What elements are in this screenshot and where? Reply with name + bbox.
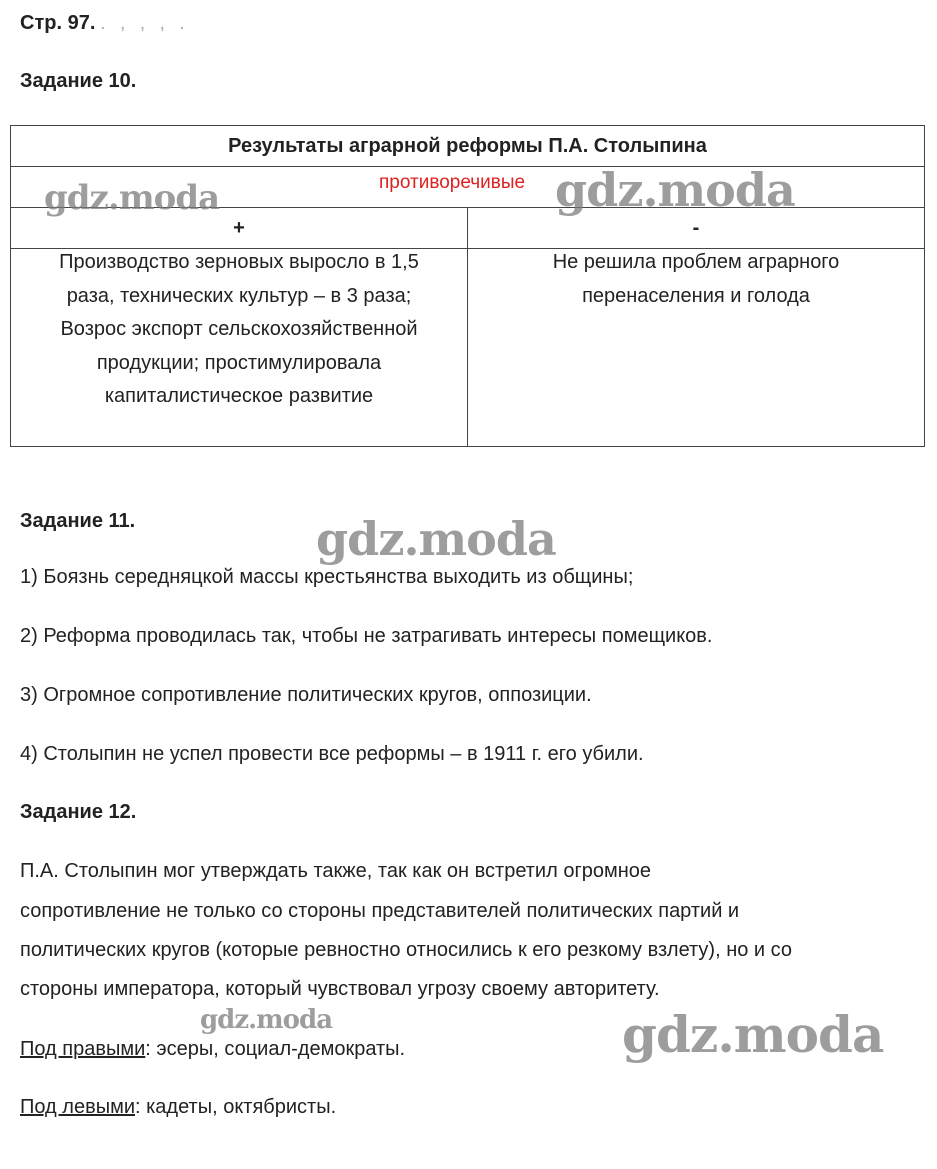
watermark-logo: gdz.moda — [555, 163, 795, 217]
right-parties-line — [20, 1038, 405, 1061]
watermark-logo: gdz.moda — [622, 1005, 884, 1064]
right-parties-label: Под правыми — [20, 1038, 146, 1060]
watermark-logo: gdz.moda — [200, 1005, 333, 1035]
plus-results — [11, 249, 468, 447]
task12-title: Задание 12. — [20, 801, 137, 823]
table-note: противоречивые — [379, 172, 526, 193]
watermark-logo: gdz.moda — [44, 178, 220, 218]
minus-line: перенаселения и голода — [582, 284, 810, 307]
task11-item: 4) Столыпин не успел провести все реформы – в 1911 г. его убили. — [20, 743, 644, 765]
task12-paragraph-line: П.А. Столыпин мог утверждать также, так как он встретил огромное — [20, 860, 652, 882]
watermark-logo: gdz.moda — [316, 512, 556, 566]
plus-header: + — [11, 208, 468, 249]
left-parties-line — [20, 1096, 336, 1119]
task12-paragraph-line: сопротивление не только со стороны представителей политических партий и — [20, 900, 740, 922]
plus-line: Производство зерновых выросло в 1,5 — [59, 251, 419, 273]
task11-title: Задание 11. — [20, 510, 136, 532]
minus-line: Не решила проблем аграрного — [552, 251, 840, 273]
plus-line: Возрос экспорт сельскохозяйственной — [60, 318, 418, 340]
page-number: Стр. 97. — [20, 12, 96, 34]
left-parties-label: Под левыми — [20, 1096, 135, 1118]
minus-results — [468, 249, 925, 447]
page-reference — [20, 12, 190, 35]
right-parties-value: : эсеры, социал-демократы. — [145, 1038, 406, 1060]
table-caption: Результаты аграрной реформы П.А. Столыпина — [11, 126, 925, 167]
task10-title: Задание 10. — [20, 70, 137, 92]
left-parties-value: : кадеты, октябристы. — [135, 1096, 337, 1118]
task11-item: 1) Боязнь середняцкой массы крестьянства выходить из общины; — [20, 566, 634, 588]
task11-item: 3) Огромное сопротивление политических кругов, оппозиции. — [20, 684, 592, 706]
plus-line: продукции; простимулировала — [96, 351, 382, 374]
plus-line: раза, технических культур – в 3 раза; — [66, 284, 412, 307]
task11-item: 2) Реформа проводилась так, чтобы не затрагивать интересы помещиков. — [20, 625, 713, 647]
task12-paragraph-line: политических кругов (которые ревностно относились к его резкому взлету), но и со — [20, 939, 793, 961]
plus-line: капиталистическое развитие — [104, 385, 374, 407]
task12-paragraph-line: стороны императора, который чувствовал угрозу своему авторитету. — [20, 978, 660, 1000]
page-reference-blurred: . , , , . — [100, 16, 190, 32]
minus-header: - — [468, 208, 925, 249]
